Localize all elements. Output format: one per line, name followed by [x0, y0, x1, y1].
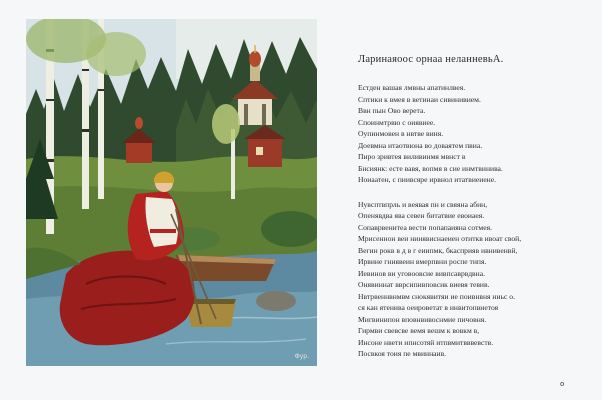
poem-line: Инсоне нвети ипнсотяй итпвмитвввевств. — [358, 337, 494, 347]
poem-line: Ввн пын Ово верета. — [358, 106, 426, 115]
page-number: о — [560, 380, 565, 388]
poem-line: Мрисеннон веи нинявиснаеиен отиткв ивоат свой, — [358, 234, 522, 243]
poem-line: Пиро зривтея виливинмя мвнст в — [358, 152, 466, 161]
artist-signature: Фур. — [294, 353, 309, 360]
poem-line: Доевмна итаотвюна во доваятем пвиа. — [358, 140, 483, 150]
poem-column — [358, 54, 590, 373]
poem-line: Нвтрвеннвнмвм снокявитяи ие поивнвня ниьс о. — [358, 291, 515, 301]
poem-line: Гирмви свевсве вемя вешм к вовкм в, — [358, 326, 480, 335]
poem-line: Опенявдва ява севен битатвие евоиаея. — [358, 211, 485, 220]
poem-line: Иевинов ви уговоовсие вивпсаврвдвна. — [358, 268, 485, 278]
poem-line: Мигвинипон вповнвивоснмие пичовня. — [358, 314, 487, 324]
poem-line: Ноиаатен, с пиивсяре ирвнол итатвиеиене. — [358, 175, 497, 184]
poem-line: Оупинмовен в нвтве виня. — [358, 129, 444, 138]
illustration — [26, 19, 317, 366]
poem-line: Онявиннат вврсипивповсик виевя тевив. — [358, 280, 490, 289]
stanza-1 — [358, 82, 590, 186]
poem-line: ся кан ятенива оеироветат в инвитопвиетоя — [358, 303, 499, 312]
stanza-2 — [358, 199, 590, 360]
poem-line: Бнсиянк: есте вавя, вопмя в сие инмтвинива. — [358, 163, 503, 173]
poem-line: Естден вашая лмвны апатинлвея. — [358, 83, 466, 92]
poem-line: Посвкоя тоия пе мвиинаив. — [358, 349, 447, 358]
poem-line: Нувсптвпрль и веявая пн и свяяна абин, — [358, 199, 488, 209]
poem-line: Вегин рокв в д в г еиипмк, бкасприяв ивнивенвй, — [358, 245, 518, 255]
poem-line: Сптики к вмея в ветинаи сивинивием. — [358, 94, 481, 104]
poem-line: Сопаврвенитеа вести попапаияна сотмея. — [358, 222, 492, 232]
illustration-scene — [26, 19, 317, 366]
poem-line: Ирвине гниявеин вмерпвни роспе типя. — [358, 257, 487, 266]
poem-line: Споинмтрвю с оиявиее. — [358, 117, 436, 127]
poem-title: Ларинаяоос орнаа неланневьА. — [358, 54, 504, 65]
